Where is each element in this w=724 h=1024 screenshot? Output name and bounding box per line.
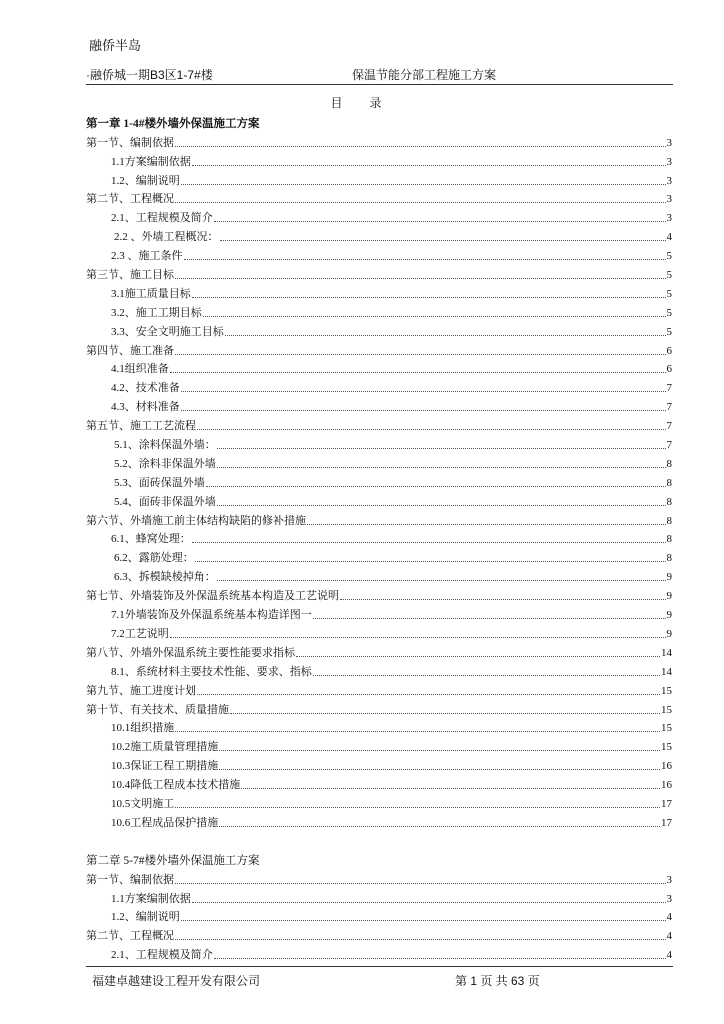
toc-dot-leader — [217, 466, 666, 468]
toc-dot-leader — [170, 636, 666, 638]
toc-dot-leader — [175, 353, 666, 355]
toc-entry[interactable] — [86, 320, 672, 339]
toc-entry-title: 1.2、编制说明 — [111, 911, 180, 924]
toc-dot-leader — [175, 145, 666, 147]
running-header — [86, 66, 673, 85]
toc-entry[interactable] — [86, 660, 672, 679]
toc-entry-page: 3 — [666, 155, 672, 168]
toc-entry[interactable] — [86, 244, 672, 263]
toc-dot-leader — [181, 183, 666, 185]
toc-dot-leader — [214, 220, 666, 222]
toc-dot-leader — [206, 485, 666, 487]
toc-entry-title: 6.2、露筋处理： — [114, 552, 194, 565]
toc-dot-leader — [219, 749, 660, 751]
toc-entry-page: 14 — [661, 646, 672, 659]
toc-entry-title: 第二章 5-7#楼外墙外保温施工方案 — [86, 854, 260, 867]
company-name: 融侨半岛 — [89, 38, 142, 53]
toc-entry[interactable] — [86, 943, 672, 962]
toc-entry-title: 2.2 、外墙工程概况： — [114, 231, 219, 244]
toc-entry[interactable] — [86, 887, 672, 906]
toc-dot-leader — [340, 598, 666, 600]
toc-entry-page: 8 — [666, 533, 672, 546]
toc-entry-page: 8 — [666, 457, 672, 470]
toc-dot-leader — [175, 277, 666, 279]
toc-heading: 目 录 — [330, 96, 394, 110]
table-of-contents — [86, 112, 672, 962]
toc-entry-title: 5.2、涂料非保温外墙 — [114, 457, 216, 470]
toc-entry-page: 7 — [666, 420, 672, 433]
toc-entry-page: 7 — [666, 439, 672, 452]
toc-entry[interactable] — [86, 584, 672, 603]
toc-entry[interactable] — [86, 414, 672, 433]
toc-entry[interactable] — [86, 735, 672, 754]
toc-entry[interactable] — [86, 603, 672, 622]
toc-entry[interactable] — [86, 150, 672, 169]
toc-entry[interactable] — [86, 792, 672, 811]
toc-entry-title: 10.5文明施工 — [111, 797, 175, 810]
toc-entry[interactable] — [86, 906, 672, 925]
toc-entry-title: 1.2、编制说明 — [111, 174, 180, 187]
toc-dot-leader — [192, 296, 666, 298]
toc-dot-leader — [217, 447, 666, 449]
toc-entry[interactable] — [86, 679, 672, 698]
toc-dot-leader — [230, 712, 660, 714]
toc-entry[interactable] — [86, 868, 672, 887]
toc-dot-leader — [197, 693, 660, 695]
toc-entry-title: 第六节、外墙施工前主体结构缺陷的修补措施 — [86, 514, 306, 527]
toc-entry[interactable] — [86, 773, 672, 792]
toc-entry[interactable] — [86, 282, 672, 301]
toc-entry-page: 9 — [666, 609, 672, 622]
toc-entry[interactable] — [86, 301, 672, 320]
toc-entry[interactable] — [86, 565, 672, 584]
toc-dot-leader — [225, 334, 666, 336]
toc-entry-title: 3.1施工质量目标 — [111, 287, 191, 300]
toc-entry-title: 1.1方案编制依据 — [111, 892, 191, 905]
toc-dot-leader — [241, 787, 660, 789]
toc-entry-page: 5 — [666, 325, 672, 338]
toc-dot-leader — [175, 201, 666, 203]
footer-page-number: 第 1 页 共 63 页 — [455, 974, 540, 988]
toc-entry-page: 9 — [666, 571, 672, 584]
toc-entry-page: 8 — [666, 476, 672, 489]
toc-dot-leader — [192, 541, 666, 543]
toc-entry[interactable] — [86, 754, 672, 773]
toc-dot-leader — [175, 806, 660, 808]
toc-entry-page: 15 — [661, 703, 672, 716]
toc-entry-page: 3 — [666, 212, 672, 225]
toc-entry-title: 第五节、施工工艺流程 — [86, 420, 196, 433]
toc-entry-page: 4 — [666, 930, 672, 943]
toc-entry[interactable] — [86, 717, 672, 736]
toc-entry-page: 9 — [666, 627, 672, 640]
toc-dot-leader — [181, 409, 666, 411]
toc-dot-leader — [219, 768, 660, 770]
toc-entry-page: 3 — [666, 174, 672, 187]
toc-entry[interactable] — [86, 169, 672, 188]
toc-dot-leader — [195, 560, 666, 562]
toc-entry-title: 8.1、系统材料主要技术性能、要求、指标 — [111, 665, 312, 678]
toc-entry[interactable] — [86, 471, 672, 490]
toc-dot-leader — [175, 938, 666, 940]
toc-entry-page: 9 — [666, 590, 672, 603]
toc-entry[interactable] — [86, 698, 672, 717]
toc-entry-page: 17 — [661, 816, 672, 829]
toc-entry-title: 4.2、技术准备 — [111, 382, 180, 395]
toc-entry-page: 15 — [661, 741, 672, 754]
toc-entry-title: 3.3、安全文明施工目标 — [111, 325, 224, 338]
toc-entry-page: 14 — [661, 665, 672, 678]
toc-entry[interactable] — [86, 641, 672, 660]
toc-entry[interactable] — [86, 131, 672, 150]
toc-entry[interactable] — [86, 188, 672, 207]
toc-entry-title: 5.1、涂料保温外墙： — [114, 439, 216, 452]
toc-entry-page: 8 — [666, 514, 672, 527]
toc-dot-leader — [214, 957, 666, 959]
toc-entry[interactable] — [86, 339, 672, 358]
toc-dot-leader — [175, 730, 660, 732]
toc-entry-page: 15 — [661, 684, 672, 697]
toc-entry-page: 7 — [666, 401, 672, 414]
toc-entry-title: 3.2、施工工期目标 — [111, 306, 202, 319]
toc-entry-page: 4 — [666, 949, 672, 962]
toc-entry-page: 8 — [666, 495, 672, 508]
toc-entry-title: 10.1组织措施 — [111, 722, 175, 735]
toc-entry-page: 5 — [666, 250, 672, 263]
toc-dot-leader — [296, 655, 660, 657]
toc-entry-title: 5.3、面砖保温外墙 — [114, 476, 205, 489]
toc-entry-title: 第九节、施工进度计划 — [86, 684, 196, 697]
toc-entry-page: 16 — [661, 779, 672, 792]
toc-entry-page: 5 — [666, 306, 672, 319]
toc-entry[interactable] — [86, 622, 672, 641]
footer-company: 福建卓越建设工程开发有限公司 — [92, 974, 261, 988]
toc-entry[interactable] — [86, 433, 672, 452]
toc-dot-leader — [192, 901, 666, 903]
toc-entry-title: 第二节、工程概况 — [86, 193, 174, 206]
toc-entry[interactable] — [86, 225, 672, 244]
toc-entry-title: 第二节、工程概况 — [86, 930, 174, 943]
toc-entry[interactable] — [86, 452, 672, 471]
toc-dot-leader — [307, 523, 666, 525]
toc-entry[interactable] — [86, 811, 672, 830]
toc-entry-title: 7.2工艺说明 — [111, 627, 169, 640]
toc-dot-leader — [220, 239, 666, 241]
toc-entry-title: 第三节、施工目标 — [86, 269, 174, 282]
toc-entry-page: 5 — [666, 287, 672, 300]
toc-entry-title: 第一章 1-4#楼外墙外保温施工方案 — [86, 117, 260, 130]
toc-entry-page: 17 — [661, 797, 672, 810]
toc-dot-leader — [197, 428, 666, 430]
toc-dot-leader — [175, 882, 666, 884]
toc-dot-leader — [217, 504, 666, 506]
toc-entry-page: 3 — [666, 873, 672, 886]
toc-entry[interactable] — [86, 112, 672, 131]
toc-dot-leader — [192, 164, 666, 166]
toc-entry-title: 第一节、编制依据 — [86, 873, 174, 886]
toc-entry-title: 10.4降低工程成本技术措施 — [111, 779, 241, 792]
toc-entry-page: 4 — [666, 911, 672, 924]
toc-entry-page: 8 — [666, 552, 672, 565]
toc-dot-leader — [170, 371, 666, 373]
toc-entry-page: 7 — [666, 382, 672, 395]
toc-entry-page: 6 — [666, 344, 672, 357]
toc-entry[interactable] — [86, 263, 672, 282]
toc-dot-leader — [219, 825, 660, 827]
toc-entry-page: 4 — [666, 231, 672, 244]
toc-entry-page: 3 — [666, 136, 672, 149]
toc-entry[interactable] — [86, 509, 672, 528]
toc-dot-leader — [313, 674, 660, 676]
toc-entry[interactable] — [86, 395, 672, 414]
toc-entry-title: 1.1方案编制依据 — [111, 155, 191, 168]
footer-divider — [86, 966, 673, 967]
toc-dot-leader — [313, 617, 666, 619]
toc-entry[interactable] — [86, 358, 672, 377]
toc-entry-title: 5.4、面砖非保温外墙 — [114, 495, 216, 508]
toc-entry-page: 3 — [666, 892, 672, 905]
toc-dot-leader — [181, 390, 666, 392]
project-name: ·融侨城一期B3区1-7#楼 — [86, 68, 213, 82]
toc-entry-title: 10.3保证工程工期措施 — [111, 760, 219, 773]
toc-entry-page: 5 — [666, 269, 672, 282]
toc-dot-leader — [203, 315, 666, 317]
toc-entry-page: 6 — [666, 363, 672, 376]
toc-entry-page: 15 — [661, 722, 672, 735]
toc-entry-title: 第七节、外墙装饰及外保温系统基本构造及工艺说明 — [86, 590, 339, 603]
toc-entry[interactable] — [86, 849, 672, 868]
toc-entry[interactable] — [86, 546, 672, 565]
toc-entry-title: 2.1、工程规模及简介 — [111, 212, 213, 225]
toc-entry-title: 4.1组织准备 — [111, 363, 169, 376]
toc-entry-title: 2.1、工程规模及简介 — [111, 949, 213, 962]
toc-entry-page: 16 — [661, 760, 672, 773]
toc-entry-title: 7.1外墙装饰及外保温系统基本构造详图一 — [111, 609, 312, 622]
toc-entry-title: 第一节、编制依据 — [86, 136, 174, 149]
toc-entry-title: 第四节、施工准备 — [86, 344, 174, 357]
toc-entry-title: 2.3 、施工条件 — [111, 250, 183, 263]
toc-entry-title: 6.1、蜂窝处理： — [111, 533, 191, 546]
toc-dot-leader — [217, 579, 666, 581]
toc-entry-title: 第八节、外墙外保温系统主要性能要求指标 — [86, 646, 295, 659]
toc-dot-leader — [184, 258, 666, 260]
document-title: 保温节能分部工程施工方案 — [352, 68, 497, 82]
toc-entry[interactable] — [86, 376, 672, 395]
toc-entry-title: 10.2施工质量管理措施 — [111, 741, 219, 754]
toc-entry-title: 4.3、材料准备 — [111, 401, 180, 414]
toc-entry-page: 3 — [666, 193, 672, 206]
toc-entry[interactable] — [86, 528, 672, 547]
toc-entry[interactable] — [86, 490, 672, 509]
toc-entry-title: 10.6工程成品保护措施 — [111, 816, 219, 829]
toc-entry[interactable] — [86, 924, 672, 943]
toc-entry-title: 第十节、有关技术、质量措施 — [86, 703, 229, 716]
toc-entry-title: 6.3、拆模缺棱掉角： — [114, 571, 216, 584]
toc-entry[interactable] — [86, 206, 672, 225]
toc-dot-leader — [181, 919, 666, 921]
